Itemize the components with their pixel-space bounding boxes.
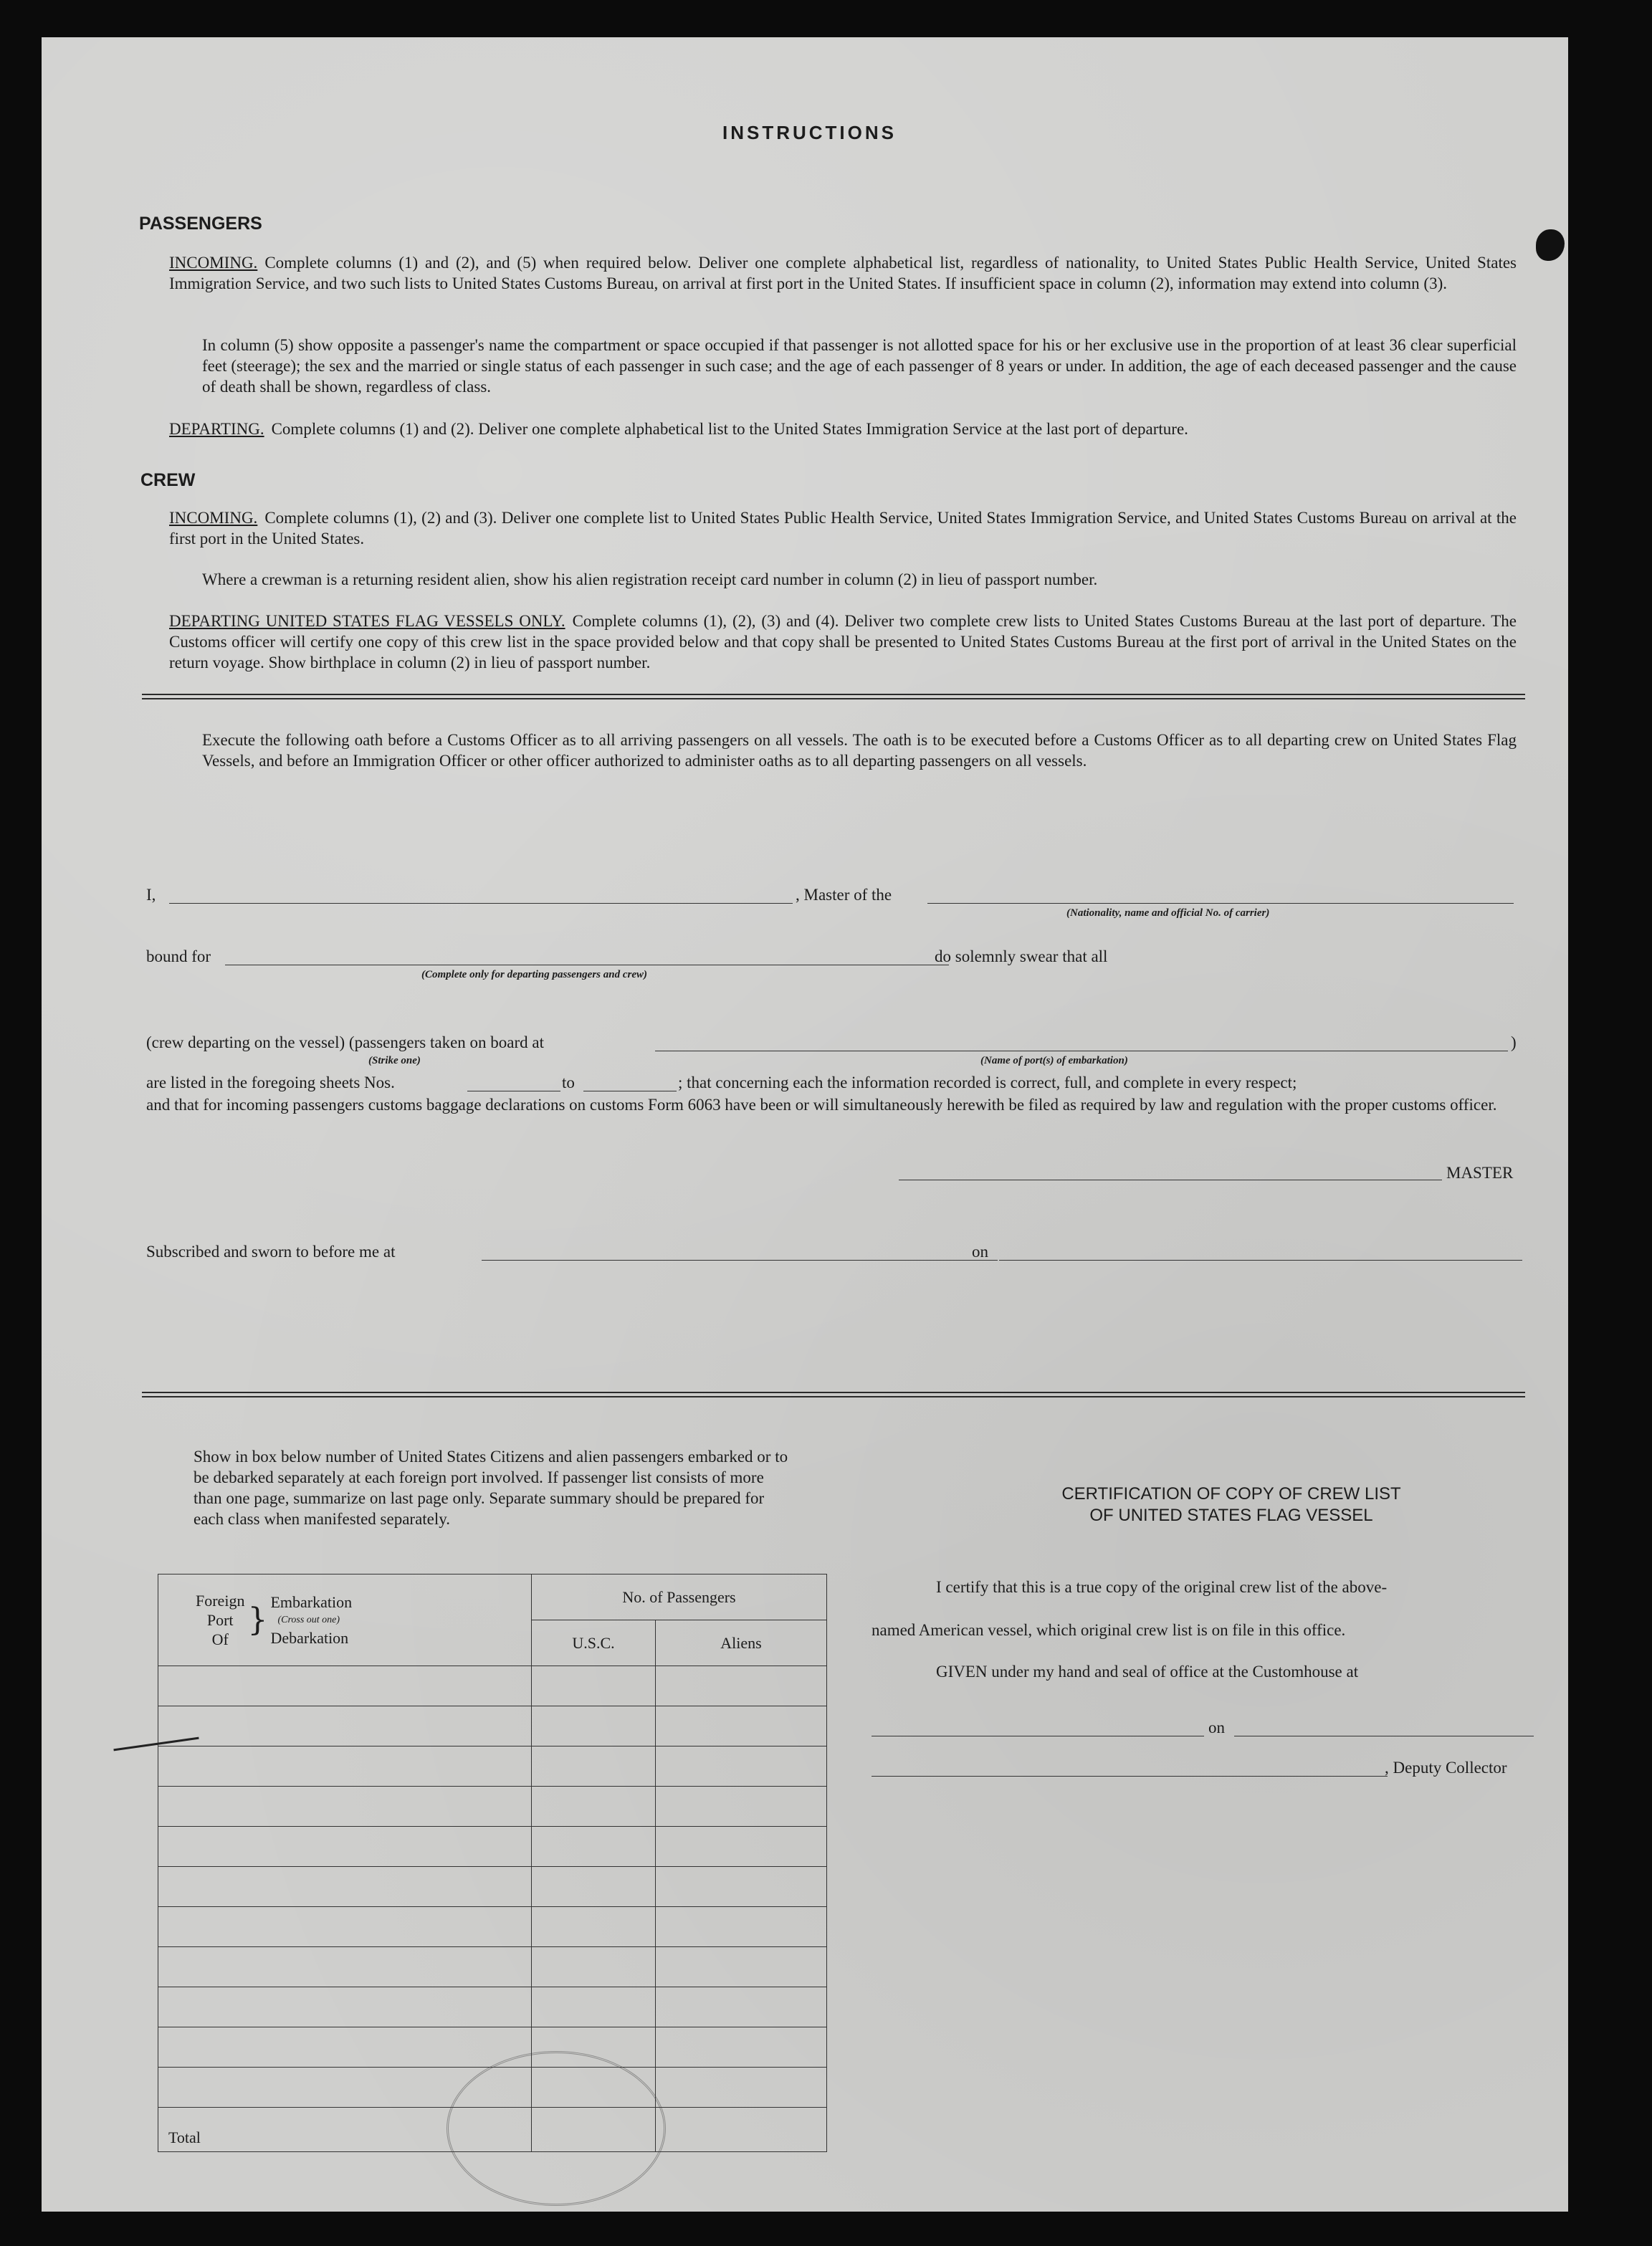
crew-incoming-text: Complete columns (1), (2) and (3). Deliver one complete list to United States Public Health Service, United States Immigration Service, and United States Customs Bureau on arrival at the first port in the United States. — [169, 509, 1517, 548]
crew-incoming-paragraph — [169, 507, 1517, 549]
port-cell[interactable] — [158, 1746, 532, 1787]
table-row — [158, 1987, 827, 2027]
deputy-signature-field[interactable] — [872, 1776, 1388, 1777]
usc-cell[interactable] — [532, 1706, 656, 1746]
aliens-header: Aliens — [656, 1620, 827, 1666]
aliens-cell[interactable] — [656, 1706, 827, 1746]
passengers-count-header: No. of Passengers — [532, 1574, 827, 1620]
crew-heading: CREW — [140, 470, 196, 490]
table-row — [158, 1706, 827, 1746]
table-row — [158, 1666, 827, 1706]
total-aliens-cell[interactable] — [656, 2108, 827, 2152]
usc-cell[interactable] — [532, 1867, 656, 1907]
col-cross-out: (Cross out one) — [277, 1615, 340, 1625]
summary-instructions: Show in box below number of United States Citizens and alien passengers embarked or to be debarked separately at each foreign port involved. If passenger list consists of more than one page, summarize on last page only. Separate summary should be prepared for each class when manifested separately. — [194, 1448, 788, 1528]
embarkation-caption: (Name of port(s) of embarkation) — [980, 1055, 1128, 1066]
crew-departing-label: (crew departing on the vessel) (passengers taken on board at — [146, 1033, 544, 1051]
table-row — [158, 1746, 827, 1787]
master-label: MASTER — [1446, 1164, 1514, 1182]
usc-cell[interactable] — [532, 1987, 656, 2027]
crew-departing-text: Complete columns (1), (2), (3) and (4). Deliver two complete crew lists to United States Customs Bureau at the last port of departure. The Customs officer will certify one copy of this crew list in the space provided below and that copy shall be presented to United States Customs Bureau at the first port of arrival in the United States on the return voyage. Show birthplace in column (2) in lieu of passport number. — [169, 612, 1517, 672]
to-label: to — [562, 1074, 575, 1091]
crew-departing-paragraph — [169, 611, 1517, 673]
aliens-cell[interactable] — [656, 2068, 827, 2108]
port-header-cell — [158, 1574, 532, 1666]
certify-line1: I certify that this is a true copy of the original crew list of the above- — [936, 1578, 1388, 1596]
carrier-field[interactable] — [927, 903, 1514, 904]
passengers-heading: PASSENGERS — [139, 214, 262, 234]
col-embarkation: Embarkation — [270, 1593, 353, 1611]
swear-label: do solemnly swear that all — [935, 947, 1108, 965]
section-divider — [142, 694, 1525, 695]
port-cell[interactable] — [158, 1827, 532, 1867]
listed-label: are listed in the foregoing sheets Nos. — [146, 1074, 395, 1091]
usc-cell[interactable] — [532, 1746, 656, 1787]
port-cell[interactable] — [158, 1666, 532, 1706]
aliens-cell[interactable] — [656, 1787, 827, 1827]
master-name-field[interactable] — [169, 903, 793, 904]
ink-blot-icon — [1536, 229, 1565, 261]
aliens-cell[interactable] — [656, 1746, 827, 1787]
passengers-incoming-text: Complete columns (1) and (2), and (5) when required below. Deliver one complete alphabetical list, regardless of nationality, to United States Public Health Service, United States Immigration Service, and two such lists to United States Customs Bureau, on arrival at first port in the United States. If insufficient space in column (2), information may extend into column (3). — [169, 254, 1517, 292]
usc-cell[interactable] — [532, 1787, 656, 1827]
table-row — [158, 1787, 827, 1827]
certify-line2: named American vessel, which original crew list is on file in this office. — [872, 1621, 1346, 1639]
port-cell[interactable] — [158, 1987, 532, 2027]
passengers-departing-text: Complete columns (1) and (2). Deliver one complete alphabetical list to the United States Immigration Service at the last port of departure. — [271, 420, 1188, 438]
crew-departing-lead: DEPARTING UNITED STATES FLAG VESSELS ONLY. — [169, 612, 565, 630]
aliens-cell[interactable] — [656, 1666, 827, 1706]
aliens-cell[interactable] — [656, 1907, 827, 1947]
strike-one-caption: (Strike one) — [368, 1055, 421, 1066]
listed-text: ; that concerning each the information recorded is correct, full, and complete in every respect; — [678, 1074, 1297, 1091]
col-port: Port — [206, 1611, 234, 1629]
port-cell[interactable] — [158, 1706, 532, 1746]
port-cell[interactable] — [158, 1907, 532, 1947]
passengers-departing-paragraph — [169, 419, 1524, 439]
sworn-date-field[interactable] — [999, 1260, 1522, 1261]
aliens-cell[interactable] — [656, 1947, 827, 1987]
declaration-paragraph: and that for incoming passengers customs baggage declarations on customs Form 6063 have been or will simultaneously herewith be filed as required by law and regulation with the proper customs officer. — [146, 1096, 1497, 1114]
usc-header: U.S.C. — [532, 1620, 656, 1666]
master-of-label: , Master of the — [796, 886, 892, 904]
usc-cell[interactable] — [532, 1666, 656, 1706]
port-cell[interactable] — [158, 1947, 532, 1987]
usc-cell[interactable] — [532, 1907, 656, 1947]
oath-intro-paragraph: Execute the following oath before a Customs Officer as to all arriving passengers on all vessels. The oath is to be executed before a Customs Officer as to all departing crew on United States Flag Vessels, and before an Immigration Officer or other officer authorized to administer oaths as to all departing passengers on all vessels. — [202, 731, 1517, 770]
port-cell[interactable] — [158, 2027, 532, 2068]
certification-heading-line2: OF UNITED STATES FLAG VESSEL — [1089, 1506, 1373, 1525]
section-divider — [142, 1392, 1525, 1393]
table-row — [158, 1867, 827, 1907]
section-divider — [142, 1396, 1525, 1397]
bound-for-label: bound for — [146, 947, 211, 965]
oath-i-label: I, — [146, 886, 156, 904]
sworn-on-label: on — [972, 1243, 988, 1261]
customs-stamp-icon — [447, 2051, 666, 2206]
table-row — [158, 2027, 827, 2068]
table-row — [158, 1907, 827, 1947]
aliens-cell[interactable] — [656, 2027, 827, 2068]
passengers-incoming-lead: INCOMING. — [169, 254, 258, 272]
total-label: Total — [158, 2108, 532, 2152]
passengers-departing-lead: DEPARTING. — [169, 420, 264, 438]
usc-cell[interactable] — [532, 1947, 656, 1987]
table-row — [158, 1827, 827, 1867]
passengers-incoming-paragraph — [169, 252, 1517, 294]
carrier-caption: (Nationality, name and official No. of carrier) — [1066, 907, 1270, 919]
sworn-place-field[interactable] — [482, 1260, 998, 1261]
aliens-cell[interactable] — [656, 1867, 827, 1907]
table-row — [158, 1947, 827, 1987]
document-sheet — [42, 37, 1568, 2212]
col-debarkation: Debarkation — [270, 1629, 349, 1647]
bound-for-caption: (Complete only for departing passengers and crew) — [421, 969, 647, 980]
col-of: Of — [211, 1630, 229, 1648]
certification-heading-line1: CERTIFICATION OF COPY OF CREW LIST — [1061, 1484, 1401, 1504]
brace-glyph: } — [247, 1601, 268, 1638]
port-cell[interactable] — [158, 1867, 532, 1907]
certification-on-label: on — [1208, 1719, 1225, 1736]
page-title: INSTRUCTIONS — [722, 122, 897, 143]
usc-cell[interactable] — [532, 1827, 656, 1867]
aliens-cell[interactable] — [656, 1987, 827, 2027]
port-cell[interactable] — [158, 1787, 532, 1827]
col-foreign: Foreign — [196, 1592, 245, 1610]
given-text: GIVEN under my hand and seal of office at the Customhouse at — [936, 1663, 1359, 1681]
crew-incoming-lead: INCOMING. — [169, 509, 258, 527]
aliens-cell[interactable] — [656, 1827, 827, 1867]
close-paren: ) — [1511, 1033, 1517, 1051]
section-divider — [142, 698, 1525, 699]
subscribed-label: Subscribed and sworn to before me at — [146, 1243, 396, 1261]
deputy-collector-label: , Deputy Collector — [1385, 1759, 1507, 1777]
crew-resident-paragraph: Where a crewman is a returning resident alien, show his alien registration receipt card number in column (2) in lieu of passport number. — [202, 570, 1098, 588]
passengers-column5-paragraph: In column (5) show opposite a passenger's name the compartment or space occupied if that passenger is not allotted space for his or her exclusive use in the proportion of at least 36 clear superficial feet (steerage); the sex and the married or single status of each passenger in such case; and the age of each passenger of 8 years or under. In addition, the age of each deceased passenger and the cause of death shall be shown, regardless of class. — [202, 336, 1517, 396]
